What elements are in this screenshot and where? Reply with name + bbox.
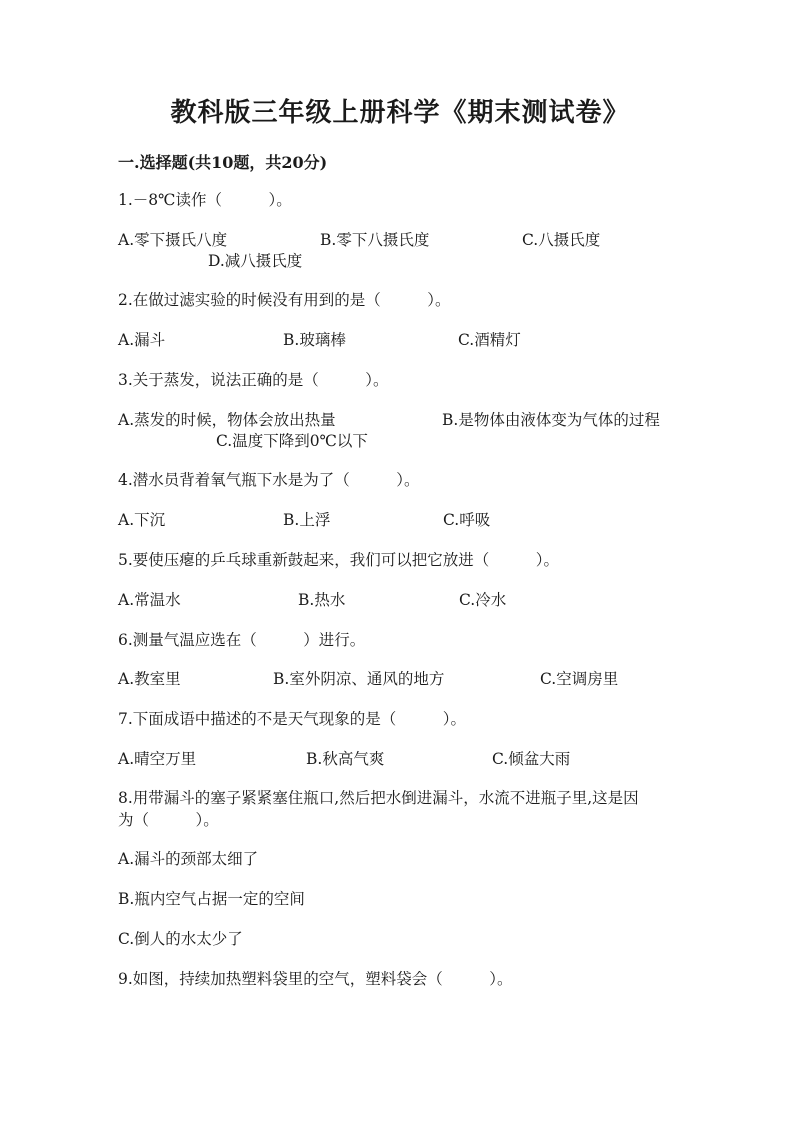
- question-1-stem: 1.－8℃读作（ ）。: [118, 191, 292, 209]
- question-7-option-b: B.秋高气爽: [306, 750, 385, 768]
- question-3-option-b: B.是物体由液体变为气体的过程: [442, 411, 660, 429]
- question-5-option-b: B.热水: [298, 591, 346, 609]
- question-8-stem-line1: 8.用带漏斗的塞子紧紧塞住瓶口,然后把水倒进漏斗，水流不进瓶子里,这是因: [118, 789, 639, 807]
- question-8-option-a: A.漏斗的颈部太细了: [118, 850, 259, 868]
- question-2-option-a: A.漏斗: [118, 331, 166, 349]
- question-1-option-d: D.减八摄氏度: [208, 252, 303, 270]
- question-8-option-c: C.倒人的水太少了: [118, 930, 243, 948]
- question-3-option-c: C.温度下降到0℃以下: [216, 432, 368, 450]
- page-title: 教科版三年级上册科学《期末测试卷》: [170, 98, 630, 128]
- question-8-option-b: B.瓶内空气占据一定的空间: [118, 890, 305, 908]
- question-4-stem: 4.潜水员背着氧气瓶下水是为了（ ）。: [118, 471, 420, 489]
- section-heading: 一.选择题(共10题，共20分): [118, 153, 328, 172]
- question-3-option-a: A.蒸发的时候，物体会放出热量: [118, 411, 336, 429]
- question-4-option-a: A.下沉: [118, 511, 166, 529]
- question-3-stem: 3.关于蒸发，说法正确的是（ ）。: [118, 371, 389, 389]
- question-7-option-a: A.晴空万里: [118, 750, 197, 768]
- question-5-option-a: A.常温水: [118, 591, 181, 609]
- question-7-stem: 7.下面成语中描述的不是天气现象的是（ ）。: [118, 710, 467, 728]
- question-8-stem-line2: 为（ ）。: [118, 811, 219, 829]
- question-6-stem: 6.测量气温应选在（ ）进行。: [118, 631, 366, 649]
- question-5-stem: 5.要使压瘪的乒乓球重新鼓起来，我们可以把它放进（ ）。: [118, 551, 560, 569]
- question-1-option-a: A.零下摄氏八度: [118, 231, 228, 249]
- question-6-option-b: B.室外阴凉、通风的地方: [273, 670, 445, 688]
- question-6-option-c: C.空调房里: [540, 670, 619, 688]
- question-2-option-b: B.玻璃棒: [283, 331, 346, 349]
- question-6-option-a: A.教室里: [118, 670, 181, 688]
- question-1-option-b: B.零下八摄氏度: [320, 231, 430, 249]
- question-2-option-c: C.酒精灯: [458, 331, 521, 349]
- question-5-option-c: C.冷水: [459, 591, 507, 609]
- question-2-stem: 2.在做过滤实验的时候没有用到的是（ ）。: [118, 291, 451, 309]
- question-9-stem: 9.如图，持续加热塑料袋里的空气，塑料袋会（ ）。: [118, 970, 513, 988]
- question-7-option-c: C.倾盆大雨: [492, 750, 571, 768]
- question-4-option-b: B.上浮: [283, 511, 331, 529]
- question-1-option-c: C.八摄氏度: [522, 231, 601, 249]
- question-4-option-c: C.呼吸: [443, 511, 491, 529]
